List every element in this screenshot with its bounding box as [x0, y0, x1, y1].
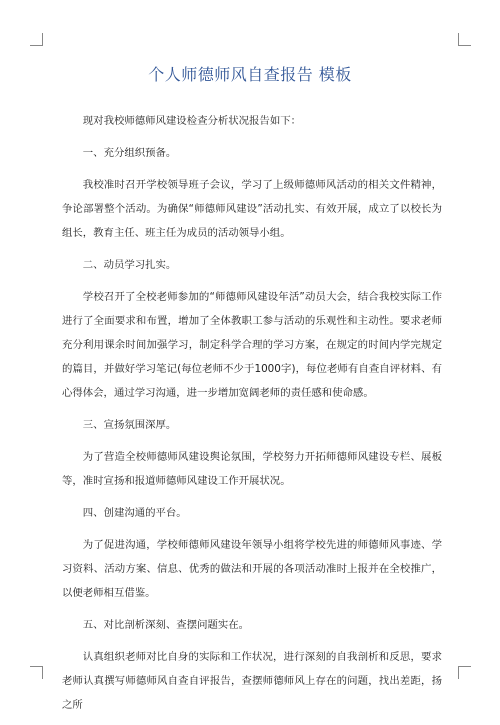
crop-mark-bottom-left	[30, 666, 43, 679]
document-body	[62, 109, 442, 725]
section-heading-1: 一、充分组织预备。	[82, 147, 177, 159]
section-heading-5: 五、对比剖析深刻、查摆问题实在。	[82, 619, 250, 631]
intro-paragraph: 现对我校师德师风建设检查分析状况报告如下：	[82, 115, 301, 127]
section-body-1: 我校准时召开学校领导班子会议，学习了上级师德师风活动的相关文件精神，争论部署整个活动。为确保“师德师风建设”活动扎实、有效开展，成立了以校长为组长，教育主任、班主任为成员的活动领导小组。	[62, 179, 442, 239]
section-body-4: 为了促进沟通，学校师德师风建设年领导小组将学校先进的师德师风事迹、学习资料、活动方案、信息、优秀的做法和开展的各项活动准时上报并在全校推广，以便老师相互借鉴。	[62, 539, 442, 599]
crop-mark-top-right	[458, 33, 471, 46]
section-body-2: 学校召开了全校老师参加的“师德师风建设年活”动员大会，结合我校实际工作进行了全面要求和布置，增加了全体教职工参与活动的乐观性和主动性。要求老师充分利用课余时间加强学习，制定科学合理的学习方案，在规定的时间内学完规定的篇目，并做好学习笔记(每位老师不少于1000字)，每位老师有自查自评材料、有心得体会，通过学习沟通，进一步增加宽阔老师的责任感和使命感。	[62, 291, 442, 399]
section-body-5: 认真组织老师对比自身的实际和工作状况，进行深刻的自我剖析和反思，要求老师认真撰写师德师风自查自评报告，查摆师德师风上存在的问题，找出差距，扬之所	[62, 651, 442, 711]
section-heading-3: 三、宣扬氛围深厚。	[82, 419, 177, 431]
crop-mark-top-left	[30, 33, 43, 46]
crop-mark-bottom-right	[458, 666, 471, 679]
document-title: 个人师德师风自查报告 模板	[148, 65, 352, 84]
section-heading-2: 二、动员学习扎实。	[82, 259, 177, 271]
section-heading-4: 四、创建沟通的平台。	[82, 507, 187, 519]
section-body-3: 为了营造全校师德师风建设舆论氛围，学校努力开拓师德师风建设专栏、展板等，准时宣扬和报道师德师风建设工作开展状况。	[62, 451, 442, 487]
